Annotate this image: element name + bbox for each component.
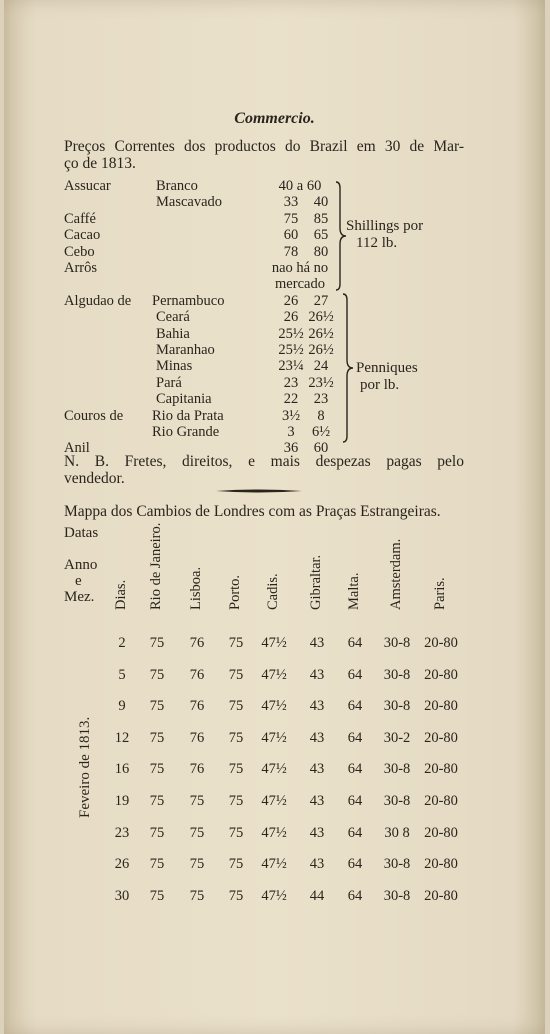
mez-label: Mez. — [64, 589, 95, 605]
exchange-day: 19 — [114, 793, 130, 809]
exchange-rate: 30-8 — [383, 666, 411, 683]
price-low: 33 — [283, 194, 299, 211]
exchange-rate: 75 — [228, 635, 244, 651]
nb-note — [64, 453, 464, 487]
exchange-rate: 64 — [347, 729, 363, 746]
price-product: Cebo — [64, 243, 95, 260]
exchange-rate: 47½ — [261, 761, 287, 778]
exchange-rate: 75 — [228, 856, 244, 873]
price-product: Arrôs — [64, 260, 98, 276]
exchange-rate: 75 — [228, 729, 244, 746]
exchange-rate: 47½ — [261, 887, 287, 904]
exchange-rate: 75 — [149, 666, 165, 683]
page — [4, 0, 545, 1034]
exchange-rate: 30-8 — [383, 698, 411, 715]
exchange-rate: 30-2 — [383, 729, 411, 746]
exchange-rate: 64 — [347, 761, 363, 778]
exchange-rate: 43 — [309, 666, 325, 683]
exchange-rate: 20-80 — [424, 635, 458, 651]
exchange-day: 23 — [114, 824, 130, 841]
price-high: 26½ — [308, 309, 334, 326]
pence-brace — [341, 292, 355, 444]
exchange-day: 26 — [114, 856, 130, 873]
price-high: 23½ — [308, 374, 334, 391]
price-variety: Ceará — [156, 309, 190, 326]
price-product: Couros de — [64, 407, 124, 424]
exchange-rate: 47½ — [261, 698, 287, 715]
intro-paragraph — [64, 138, 464, 172]
column-header: Gibraltar. — [308, 554, 324, 610]
exchange-rate: 75 — [149, 887, 165, 904]
exchange-rate: 75 — [228, 666, 244, 683]
exchange-rate: 64 — [347, 666, 363, 683]
price-variety: Branco — [156, 178, 198, 194]
exchange-rate: 75 — [228, 887, 244, 904]
price-high: 27 — [313, 292, 329, 309]
exchange-rate: 76 — [189, 666, 205, 683]
exchange-rate: 20-80 — [424, 698, 458, 715]
price-high: 40 — [313, 194, 329, 211]
datas-label: Datas — [64, 525, 99, 541]
price-variety: Mascavado — [156, 194, 223, 211]
price-value: nao há no — [271, 260, 329, 276]
intro-line-1: Preços Correntes dos productos do Brazil em 30 de Mar- — [64, 138, 464, 155]
price-high: 24 — [313, 358, 329, 375]
intro-line-2: ço de 1813. — [64, 155, 136, 172]
exchange-rate: 43 — [309, 793, 325, 809]
price-product: Assucar — [64, 178, 111, 194]
price-low: 36 — [283, 440, 299, 457]
price-high: 6½ — [311, 424, 331, 440]
price-product: Algudao de — [64, 292, 132, 309]
price-low: 25½ — [278, 325, 304, 342]
exchange-rate: 64 — [347, 887, 363, 904]
exchange-rate: 43 — [309, 635, 325, 651]
exchange-rate: 43 — [309, 761, 325, 778]
exchange-rate: 20-80 — [424, 824, 458, 841]
section-heading: Commercio. — [234, 110, 315, 127]
price-low: 23¼ — [278, 358, 304, 375]
column-header: Malta. — [346, 572, 362, 610]
price-product: Anil — [64, 440, 90, 457]
exchange-rate: 30-8 — [383, 887, 411, 904]
exchange-rate: 47½ — [261, 666, 287, 683]
price-high: 85 — [313, 210, 329, 227]
exchange-rate: 64 — [347, 793, 363, 809]
exchange-rate: 30-8 — [383, 635, 411, 651]
exchange-day: 30 — [114, 887, 130, 904]
exchange-rate: 20-80 — [424, 856, 458, 873]
exchange-rate: 75 — [228, 793, 244, 809]
exchange-rate: 76 — [189, 635, 205, 651]
unit-pence-1: Penniques — [356, 360, 418, 376]
price-high: 26½ — [308, 325, 334, 342]
exchange-rate: 75 — [189, 824, 205, 841]
exchange-rate: 43 — [309, 698, 325, 715]
price-variety: Maranhao — [156, 342, 215, 358]
exchange-rate: 76 — [189, 729, 205, 746]
price-product: Caffé — [64, 210, 96, 227]
column-header: Dias. — [113, 579, 129, 610]
price-high: 60 — [313, 440, 329, 457]
exchange-rate: 47½ — [261, 635, 287, 651]
price-value: 40 a 60 — [278, 178, 322, 194]
exchange-rate: 47½ — [261, 793, 287, 809]
price-low: 75 — [283, 210, 299, 227]
exchange-day: 16 — [114, 761, 130, 778]
exchange-rate: 75 — [189, 856, 205, 873]
exchange-rate: 47½ — [261, 856, 287, 873]
exchange-rate: 64 — [347, 635, 363, 651]
exchange-rate: 76 — [189, 698, 205, 715]
unit-shillings-2: 112 lb. — [356, 235, 398, 251]
exchange-rate: 20-80 — [424, 666, 458, 683]
price-low: 25½ — [278, 342, 304, 358]
exchange-rate: 75 — [189, 887, 205, 904]
price-high: 8 — [317, 407, 325, 424]
unit-shillings-1: Shillings por — [346, 218, 424, 234]
divider-ornament — [216, 489, 302, 493]
price-variety: Pernambuco — [152, 292, 225, 309]
column-header: Rio de Janeiro. — [148, 522, 164, 610]
price-low: 22 — [283, 391, 299, 408]
price-value: mercado — [275, 276, 325, 293]
price-variety: Rio Grande — [152, 424, 220, 440]
price-low: 26 — [283, 292, 299, 309]
exchange-rate: 43 — [309, 729, 325, 746]
exchange-rate: 75 — [149, 856, 165, 873]
price-low: 60 — [283, 227, 299, 244]
exchange-day: 9 — [118, 698, 126, 715]
exchange-rate: 75 — [149, 635, 165, 651]
column-header: Cadis. — [265, 573, 281, 610]
price-low: 78 — [283, 243, 299, 260]
exchange-rate: 20-80 — [424, 793, 458, 809]
price-low: 26 — [283, 309, 299, 326]
exchange-rate: 30 8 — [384, 824, 410, 841]
exchange-rate: 20-80 — [424, 887, 458, 904]
price-high: 65 — [313, 227, 329, 244]
exchange-rate: 75 — [228, 824, 244, 841]
price-variety: Rio da Prata — [152, 407, 224, 424]
exchange-rate: 30-8 — [383, 761, 411, 778]
exchange-rate: 30-8 — [383, 793, 411, 809]
price-high: 26½ — [308, 342, 334, 358]
anno-label: Anno — [64, 557, 98, 573]
price-variety: Bahia — [156, 325, 190, 342]
price-variety: Minas — [156, 358, 193, 375]
exchange-rate: 75 — [189, 793, 205, 809]
price-variety: Pará — [156, 374, 182, 391]
exchange-rate: 64 — [347, 856, 363, 873]
column-header: Paris. — [432, 577, 448, 610]
exchange-rate: 75 — [149, 698, 165, 715]
shillings-brace — [334, 180, 348, 292]
exchange-rate: 47½ — [261, 824, 287, 841]
price-high: 80 — [313, 243, 329, 260]
exchange-day: 2 — [118, 635, 126, 651]
exchange-rate: 75 — [228, 761, 244, 778]
price-low: 3½ — [281, 407, 301, 424]
exchange-rate: 75 — [149, 793, 165, 809]
price-low: 3 — [287, 424, 295, 440]
nb-line-1: N. B. Fretes, direitos, e mais despezas pagas pelo — [64, 453, 464, 470]
exchange-rate: 30-8 — [383, 856, 411, 873]
exchange-rate: 75 — [228, 698, 244, 715]
exchange-rate: 75 — [149, 761, 165, 778]
exchange-rate: 43 — [309, 824, 325, 841]
nb-line-2: vendedor. — [64, 470, 125, 487]
column-header: Lisboa. — [188, 566, 204, 610]
price-high: 23 — [313, 391, 329, 408]
price-product: Cacao — [64, 227, 101, 244]
column-header: Porto. — [227, 574, 243, 610]
exchange-rate: 75 — [149, 824, 165, 841]
exchange-rate: 20-80 — [424, 761, 458, 778]
e-label: e — [75, 573, 82, 589]
exchange-rate: 47½ — [261, 729, 287, 746]
exchange-rate: 64 — [347, 698, 363, 715]
price-variety: Capitania — [156, 391, 212, 408]
price-low: 23 — [283, 374, 299, 391]
column-header: Amsterdam. — [388, 538, 404, 610]
exchange-rate: 64 — [347, 824, 363, 841]
exchange-rate: 75 — [149, 729, 165, 746]
exchange-rate: 44 — [309, 887, 325, 904]
exchange-rate: 43 — [309, 856, 325, 873]
exchange-day: 5 — [118, 666, 126, 683]
exchange-rate: 20-80 — [424, 729, 458, 746]
exchange-title: Mappa dos Cambios de Londres com as Praças Estrangeiras. — [64, 503, 441, 520]
exchange-rate: 76 — [189, 761, 205, 778]
month-label: Feveiro de 1813. — [77, 716, 93, 818]
exchange-day: 12 — [114, 729, 130, 746]
unit-pence-2: por lb. — [360, 377, 400, 393]
